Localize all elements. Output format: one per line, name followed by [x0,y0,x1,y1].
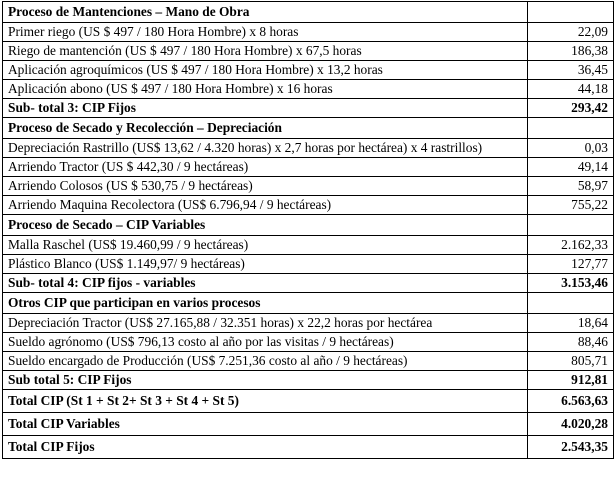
total-label: Total CIP (St 1 + St 2+ St 3 + St 4 + St 5) [3,390,528,413]
subtotal-row [3,274,614,293]
heading-label: Proceso de Mantenciones – Mano de Obra [3,2,528,23]
heading-row [3,293,614,314]
total-row [3,413,614,436]
table-row [3,352,614,371]
item-value: 88,46 [528,333,614,352]
table-row [3,23,614,42]
heading-value [528,118,614,139]
item-value: 58,97 [528,177,614,196]
table-row [3,255,614,274]
heading-value [528,215,614,236]
heading-value [528,293,614,314]
item-label: Arriendo Colosos (US $ 530,75 / 9 hectáreas) [3,177,528,196]
item-value: 49,14 [528,158,614,177]
table-row [3,42,614,61]
total-value: 6.563,63 [528,390,614,413]
table-row [3,80,614,99]
cost-table-body [3,2,614,459]
table-row [3,314,614,333]
heading-row [3,215,614,236]
item-value: 36,45 [528,61,614,80]
item-value: 18,64 [528,314,614,333]
item-value: 755,22 [528,196,614,215]
heading-row [3,2,614,23]
total-value: 4.020,28 [528,413,614,436]
total-row [3,390,614,413]
total-value: 2.543,35 [528,436,614,459]
subtotal-row [3,99,614,118]
item-label: Depreciación Rastrillo (US$ 13,62 / 4.320 horas) x 2,7 horas por hectárea) x 4 rastrillos) [3,139,528,158]
item-label: Sueldo encargado de Producción (US$ 7.251,36 costo al año / 9 hectáreas) [3,352,528,371]
item-label: Aplicación abono (US $ 497 / 180 Hora Hombre) x 16 horas [3,80,528,99]
table-row [3,177,614,196]
item-value: 805,71 [528,352,614,371]
item-label: Depreciación Tractor (US$ 27.165,88 / 32.351 horas) x 22,2 horas por hectárea [3,314,528,333]
item-value: 22,09 [528,23,614,42]
heading-label: Proceso de Secado – CIP Variables [3,215,528,236]
table-row [3,158,614,177]
subtotal-value: 3.153,46 [528,274,614,293]
total-row [3,436,614,459]
table-row [3,139,614,158]
subtotal-label: Sub total 5: CIP Fijos [3,371,528,390]
item-label: Sueldo agrónomo (US$ 796,13 costo al año por las visitas / 9 hectáreas) [3,333,528,352]
table-row [3,61,614,80]
heading-label: Proceso de Secado y Recolección – Depreciación [3,118,528,139]
cost-table [2,1,614,459]
item-label: Arriendo Tractor (US $ 442,30 / 9 hectáreas) [3,158,528,177]
table-row [3,333,614,352]
total-label: Total CIP Variables [3,413,528,436]
item-value: 127,77 [528,255,614,274]
subtotal-label: Sub- total 4: CIP fijos - variables [3,274,528,293]
table-row [3,236,614,255]
item-label: Riego de mantención (US $ 497 / 180 Hora Hombre) x 67,5 horas [3,42,528,61]
item-label: Arriendo Maquina Recolectora (US$ 6.796,94 / 9 hectáreas) [3,196,528,215]
total-label: Total CIP Fijos [3,436,528,459]
item-label: Plástico Blanco (US$ 1.149,97/ 9 hectáreas) [3,255,528,274]
item-value: 2.162,33 [528,236,614,255]
subtotal-value: 293,42 [528,99,614,118]
heading-label: Otros CIP que participan en varios procesos [3,293,528,314]
item-value: 186,38 [528,42,614,61]
table-row [3,196,614,215]
item-label: Aplicación agroquímicos (US $ 497 / 180 Hora Hombre) x 13,2 horas [3,61,528,80]
subtotal-value: 912,81 [528,371,614,390]
item-label: Primer riego (US $ 497 / 180 Hora Hombre) x 8 horas [3,23,528,42]
heading-value [528,2,614,23]
heading-row [3,118,614,139]
subtotal-row [3,371,614,390]
subtotal-label: Sub- total 3: CIP Fijos [3,99,528,118]
item-label: Malla Raschel (US$ 19.460,99 / 9 hectáreas) [3,236,528,255]
item-value: 44,18 [528,80,614,99]
item-value: 0,03 [528,139,614,158]
